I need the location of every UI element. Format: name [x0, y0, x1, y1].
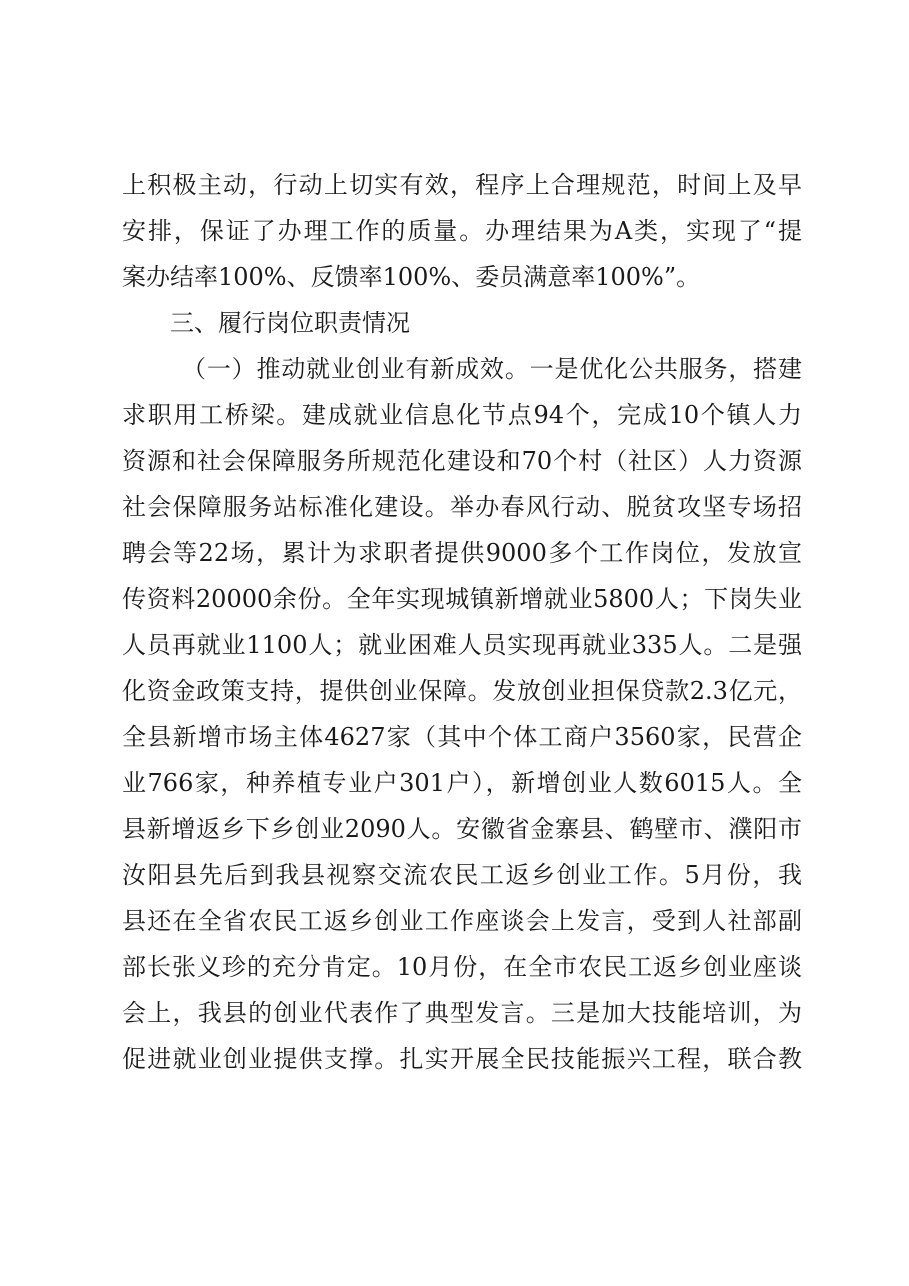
paragraph-line: 部长张义珍的充分肯定。10月份，在全市农民工返乡创业座谈 — [122, 953, 802, 981]
paragraph-line: 社会保障服务站标准化建设。举办春风行动、脱贫攻坚专场招 — [122, 493, 802, 521]
paragraph-line: 化资金政策支持，提供创业保障。发放创业担保贷款2.3亿元， — [122, 677, 802, 705]
paragraph-line: 人员再就业1100人；就业困难人员实现再就业335人。二是强 — [122, 631, 802, 659]
paragraph-line: 汝阳县先后到我县视察交流农民工返乡创业工作。5月份，我 — [122, 861, 802, 889]
paragraph-line: 县还在全省农民工返乡创业工作座谈会上发言，受到人社部副 — [122, 907, 802, 935]
paragraph-line: 会上，我县的创业代表作了典型发言。三是加大技能培训，为 — [122, 999, 802, 1027]
paragraph-line: 上积极主动，行动上切实有效，程序上合理规范，时间上及早 — [122, 171, 802, 199]
paragraph-line: 案办结率100%、反馈率100%、委员满意率100%”。 — [122, 263, 701, 291]
paragraph-line: 全县新增市场主体4627家（其中个体工商户3560家，民营企 — [122, 723, 802, 751]
document-body — [122, 162, 802, 1082]
paragraph-line: 促进就业创业提供支撑。扎实开展全民技能振兴工程，联合教 — [122, 1045, 802, 1073]
paragraph-line: 聘会等22场，累计为求职者提供9000多个工作岗位，发放宣 — [122, 539, 802, 567]
paragraph-line: 传资料20000余份。全年实现城镇新增就业5800人；下岗失业 — [122, 585, 802, 613]
paragraph-line: 资源和社会保障服务所规范化建设和70个村（社区）人力资源 — [122, 447, 802, 475]
paragraph-line: 县新增返乡下乡创业2090人。安徽省金寨县、鹤壁市、濮阳市 — [122, 815, 802, 843]
paragraph-line: 求职用工桥梁。建成就业信息化节点94个，完成10个镇人力 — [122, 401, 802, 429]
paragraph-line: 安排，保证了办理工作的质量。办理结果为A类，实现了“提 — [122, 217, 802, 245]
subsection-first-line: （一）推动就业创业有新成效。一是优化公共服务，搭建 — [182, 355, 802, 383]
section-heading: 三、履行岗位职责情况 — [170, 309, 410, 337]
paragraph-line: 业766家，种养植专业户301户），新增创业人数6015人。全 — [122, 769, 802, 797]
